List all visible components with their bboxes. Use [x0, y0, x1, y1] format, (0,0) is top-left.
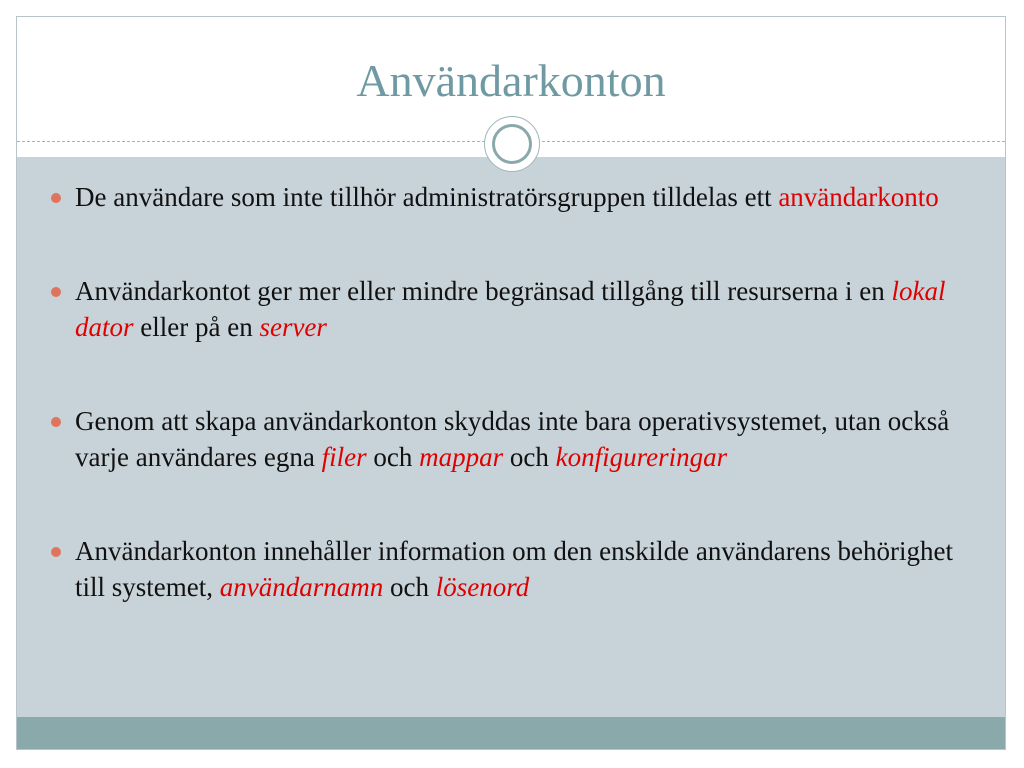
bullet-item-4	[51, 533, 961, 605]
bullet-text: och	[503, 442, 556, 472]
highlight-term: filer	[321, 442, 367, 472]
bullet-item-3	[51, 403, 961, 475]
footer-band	[17, 717, 1005, 750]
bullet-text: Användarkontot ger mer eller mindre begränsad tillgång till resurserna i en	[75, 276, 892, 306]
bullet-text: eller på en	[133, 312, 260, 342]
bullet-text: De användare som inte tillhör administratörsgruppen tilldelas ett	[75, 182, 779, 212]
slide-title: Användarkonton	[356, 55, 666, 106]
ring-inner-icon	[492, 124, 532, 164]
highlight-term: server	[259, 312, 327, 342]
highlight-term: konfigureringar	[555, 442, 728, 472]
bullet-dot-icon	[51, 193, 61, 203]
bullet-dot-icon	[51, 417, 61, 427]
bullet-item-1	[51, 179, 961, 215]
bullet-item-2	[51, 273, 961, 345]
highlight-term: lösenord	[435, 572, 530, 602]
highlight-term: mappar	[419, 442, 504, 472]
slide	[16, 16, 1006, 750]
bullet-list	[51, 179, 961, 605]
bullet-text: och	[366, 442, 420, 472]
highlight-term: användarnamn	[219, 572, 384, 602]
bullet-text: Användarkonton innehåller information om den enskilde användarens behörighet till systemet,	[75, 536, 953, 602]
bullet-dot-icon	[51, 287, 61, 297]
highlight-term: användarkonto	[778, 182, 939, 212]
ring-ornament-icon	[484, 116, 540, 172]
bullet-text: Genom att skapa användarkonton skyddas inte bara operativsystemet, utan också varje användares egna	[75, 406, 950, 472]
highlight-term: lokal dator	[75, 276, 946, 342]
bullet-dot-icon	[51, 547, 61, 557]
bullet-text: och	[383, 572, 436, 602]
